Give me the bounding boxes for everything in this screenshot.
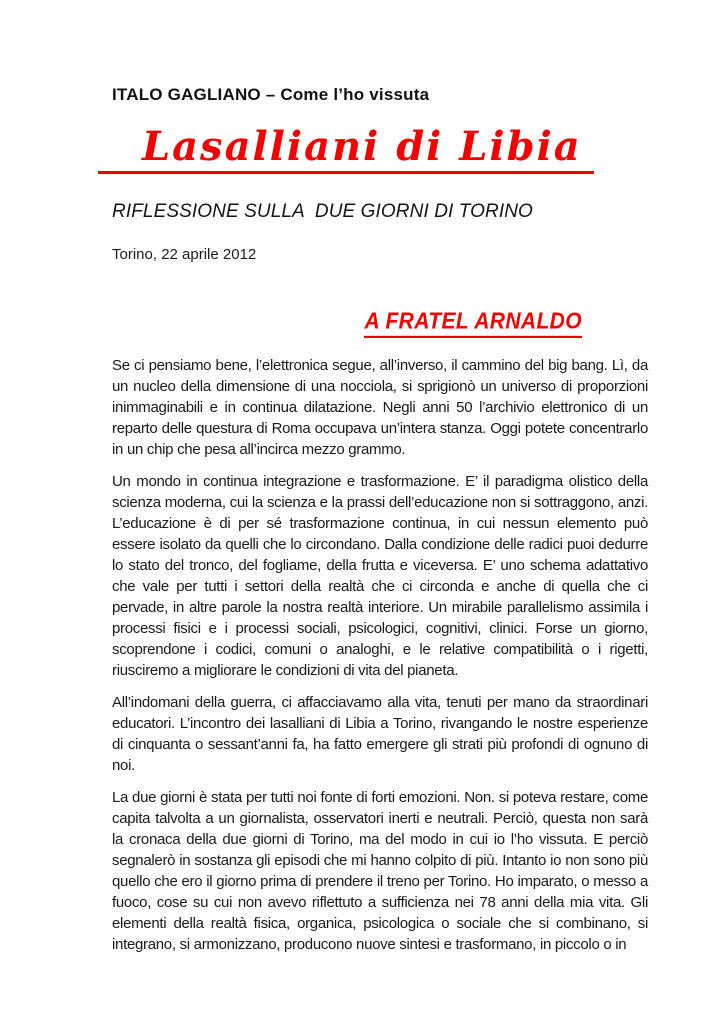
title-underline bbox=[98, 124, 594, 174]
paragraph-1: Se ci pensiamo bene, l’elettronica segue, all’inverso, il cammino del big bang. Lì, da un nucleo della dimensione di una nocciola, si sprigionò un universo di proporzioni inimmaginabili e in continua dilatazione. Negli anni 50 l’archivio elettronico di un reparto delle questura di Roma occupava un’intera stanza. Oggi potete concentrarlo in un chip che pesa all’incirca mezzo grammo. bbox=[112, 357, 648, 458]
paragraph-2: Un mondo in continua integrazione e trasformazione. E’ il paradigma olistico della scienza moderna, cui la scienza e la prassi dell’educazione non si sottraggono, anzi. L’educazione è di per sé trasformazione continua, in cui nessun elemento può essere isolato da quelli che lo circondano. Dalla condizione delle radici puoi dedurre lo stato del tronco, del fogliame, della frutta e viceversa. E’ uno schema adattativo che vale per tutti i settori della realtà che ci circonda e anche di quella che ci pervade, in altre parole la nostra realtà interiore. Un mirabile parallelismo assimila i processi fisici e i processi sociali, psicologici, cognitivi, clinici. Forse un giorno, scoprendone i codici, comuni o analoghi, e le relative compatibilità o i rigetti, riusciremo a migliorare le condizioni di vita del pianeta. bbox=[112, 473, 648, 679]
dateline: Torino, 22 aprile 2012 bbox=[112, 246, 257, 263]
byline: ITALO GAGLIANO – Come l’ho vissuta bbox=[112, 85, 430, 104]
dedication: A FRATEL ARNALDO bbox=[364, 309, 582, 338]
title-text: Lasalliani di Libia bbox=[142, 123, 582, 170]
paragraph-3: All’indomani della guerra, ci affacciavamo alla vita, tenuti per mano da straordinari educatori. L’incontro dei lasalliani di Libia a Torino, rivangando le nostre esperienze di cinquanta o sessant’anni fa, ha fatto emergere gli strati più profondi di ognuno di noi. bbox=[112, 694, 648, 774]
document-title bbox=[112, 124, 648, 174]
dedication-row bbox=[112, 308, 648, 338]
paragraph-4: La due giorni è stata per tutti noi fonte di forti emozioni. Non. si poteva restare, come capita talvolta a un giornalista, osservatori inerti e neutrali. Perciò, questa non sarà la cronaca della due giorni di Torino, ma del modo in cui io l’ho vissuta. E perciò segnalerò in sostanza gli episodi che mi hanno colpito di più. Intanto io non sono più quello che ero il giorno prima di prendere il treno per Torino. Ho imparato, o messo a fuoco, cose su cui non avevo riflettuto a sufficienza nei 78 anni della mia vita. Gli elementi della realtà fisica, organica, psicologica o sociale che si combinano, si integrano, si armonizzano, producono nuove sintesi e trasformano, in piccolo o in bbox=[112, 789, 648, 953]
subtitle: RIFLESSIONE SULLA DUE GIORNI DI TORINO bbox=[112, 201, 533, 222]
